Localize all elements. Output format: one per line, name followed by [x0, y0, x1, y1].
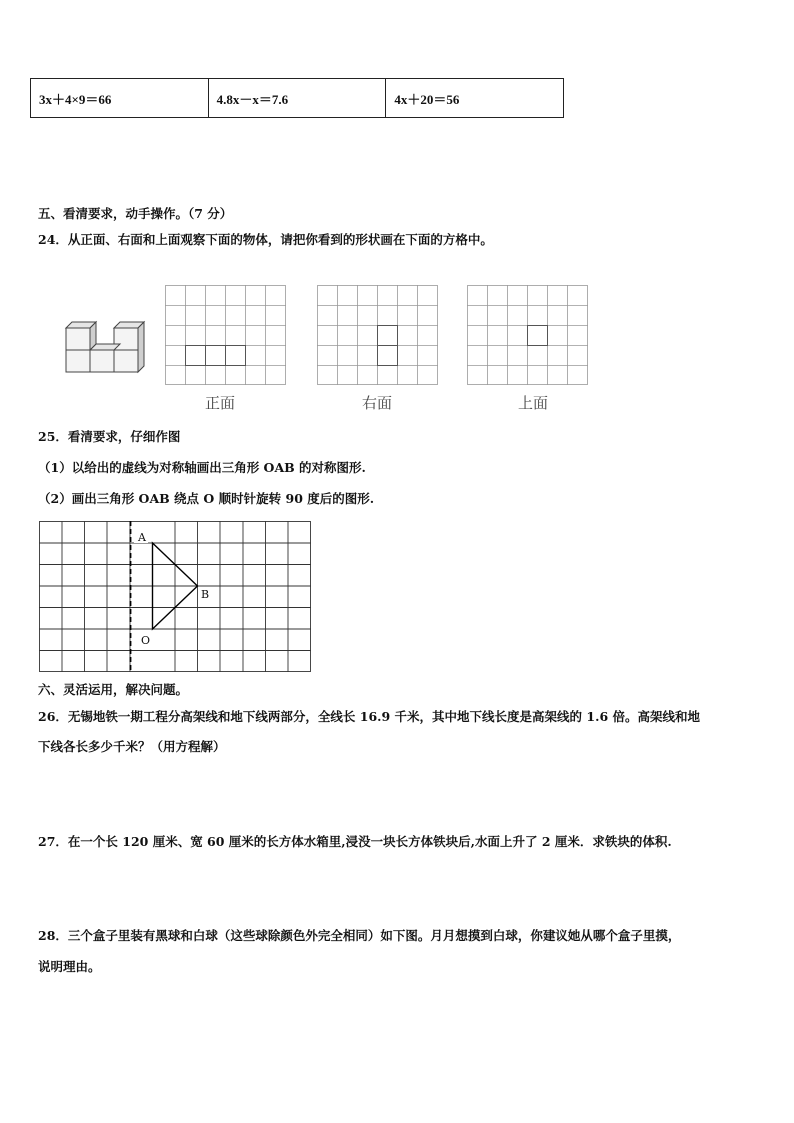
- question-28-line-1: 28．三个盒子里装有黑球和白球（这些球除颜色外完全相同）如下图。月月想摸到白球，你建议她从哪个盒子里摸，: [38, 928, 681, 943]
- question-26-line-1: 26．无锡地铁一期工程分高架线和地下线两部分，全线长 16.9 千米，其中地下线长度是高架线的 1.6 倍。高架线和地: [38, 709, 700, 724]
- point-o-label: O: [141, 634, 151, 647]
- right-view-label: 右面: [362, 394, 393, 412]
- question-25-item-2: （2）画出三角形 OAB 绕点 O 顺时针旋转 90 度后的图形.: [38, 491, 375, 506]
- question-26-line-2: 下线各长多少千米？（用方程解）: [38, 739, 226, 754]
- point-a-label: A: [138, 531, 146, 544]
- front-view-label: 正面: [205, 394, 236, 412]
- equation-cell: 4.8x－x＝7.6: [208, 79, 386, 118]
- section-5-heading: 五、看清要求，动手操作。（7 分）: [38, 206, 233, 221]
- cube-stack-figure: [62, 318, 148, 378]
- question-25-item-1: （1）以给出的虚线为对称轴画出三角形 OAB 的对称图形.: [38, 460, 366, 475]
- symmetry-grid: [39, 521, 312, 673]
- question-28-line-2: 说明理由。: [38, 959, 101, 974]
- section-6-heading: 六、灵活运用，解决问题。: [38, 682, 189, 697]
- top-view-grid: [467, 285, 589, 386]
- top-view-label: 上面: [518, 394, 549, 412]
- right-view-grid: [317, 285, 439, 386]
- question-27-text: 27．在一个长 120 厘米、宽 60 厘米的长方体水箱里,浸没一块长方体铁块后,水面上升了 2 厘米．求铁块的体积.: [38, 834, 672, 849]
- equation-cell: 4x＋20＝56: [386, 79, 564, 118]
- question-24-text: 24．从正面、右面和上面观察下面的物体，请把你看到的形状画在下面的方格中。: [38, 232, 493, 247]
- point-b-label: B: [201, 588, 210, 601]
- front-view-grid: [165, 285, 287, 386]
- equations-table: [30, 78, 564, 118]
- question-25-title: 25．看清要求，仔细作图: [38, 429, 181, 444]
- equation-cell: 3x＋4×9＝66: [31, 79, 209, 118]
